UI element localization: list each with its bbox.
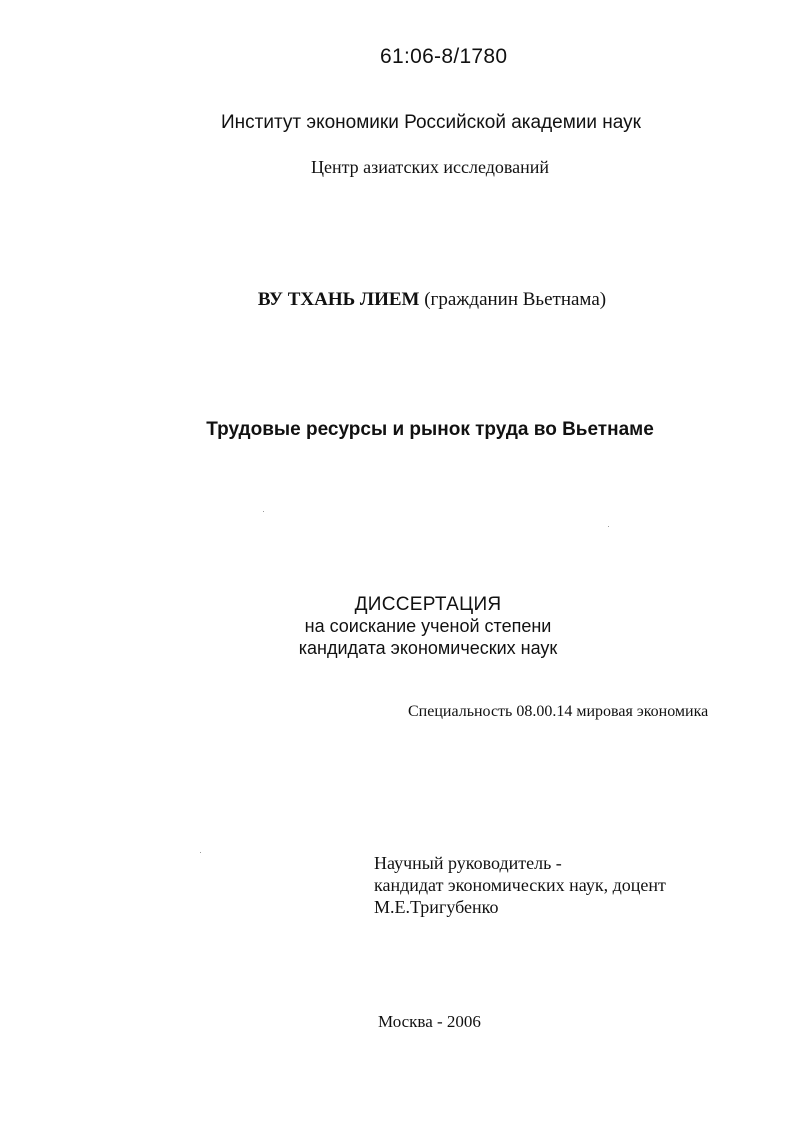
city-year: Москва - 2006 (378, 1012, 481, 1031)
author-note: (гражданин Вьетнама) (424, 289, 607, 310)
thesis-type: ДИССЕРТАЦИЯ (354, 594, 502, 615)
scan-speck (200, 852, 201, 853)
supervisor-credentials: кандидат экономических наук, доцент (374, 875, 666, 895)
author-name: ВУ ТХАНЬ ЛИЕМ (257, 289, 420, 310)
degree-line-2: кандидата экономических наук (298, 638, 558, 658)
institute-name: Институт экономики Российской академии наук (221, 112, 641, 133)
author-line (0, 290, 792, 309)
scan-speck (608, 526, 609, 527)
scan-speck (263, 511, 264, 512)
degree-line-1: на соискание ученой степени (304, 616, 552, 636)
specialty: Специальность 08.00.14 мировая экономика (408, 703, 709, 720)
supervisor-role: Научный руководитель - (374, 853, 562, 873)
archive-code: 61:06-8/1780 (380, 45, 508, 68)
center-name: Центр азиатских исследований (310, 157, 550, 177)
supervisor-block (374, 852, 666, 918)
thesis-title: Трудовые ресурсы и рынок труда во Вьетнаме (206, 419, 654, 440)
supervisor-name: М.Е.Тригубенко (374, 897, 499, 917)
